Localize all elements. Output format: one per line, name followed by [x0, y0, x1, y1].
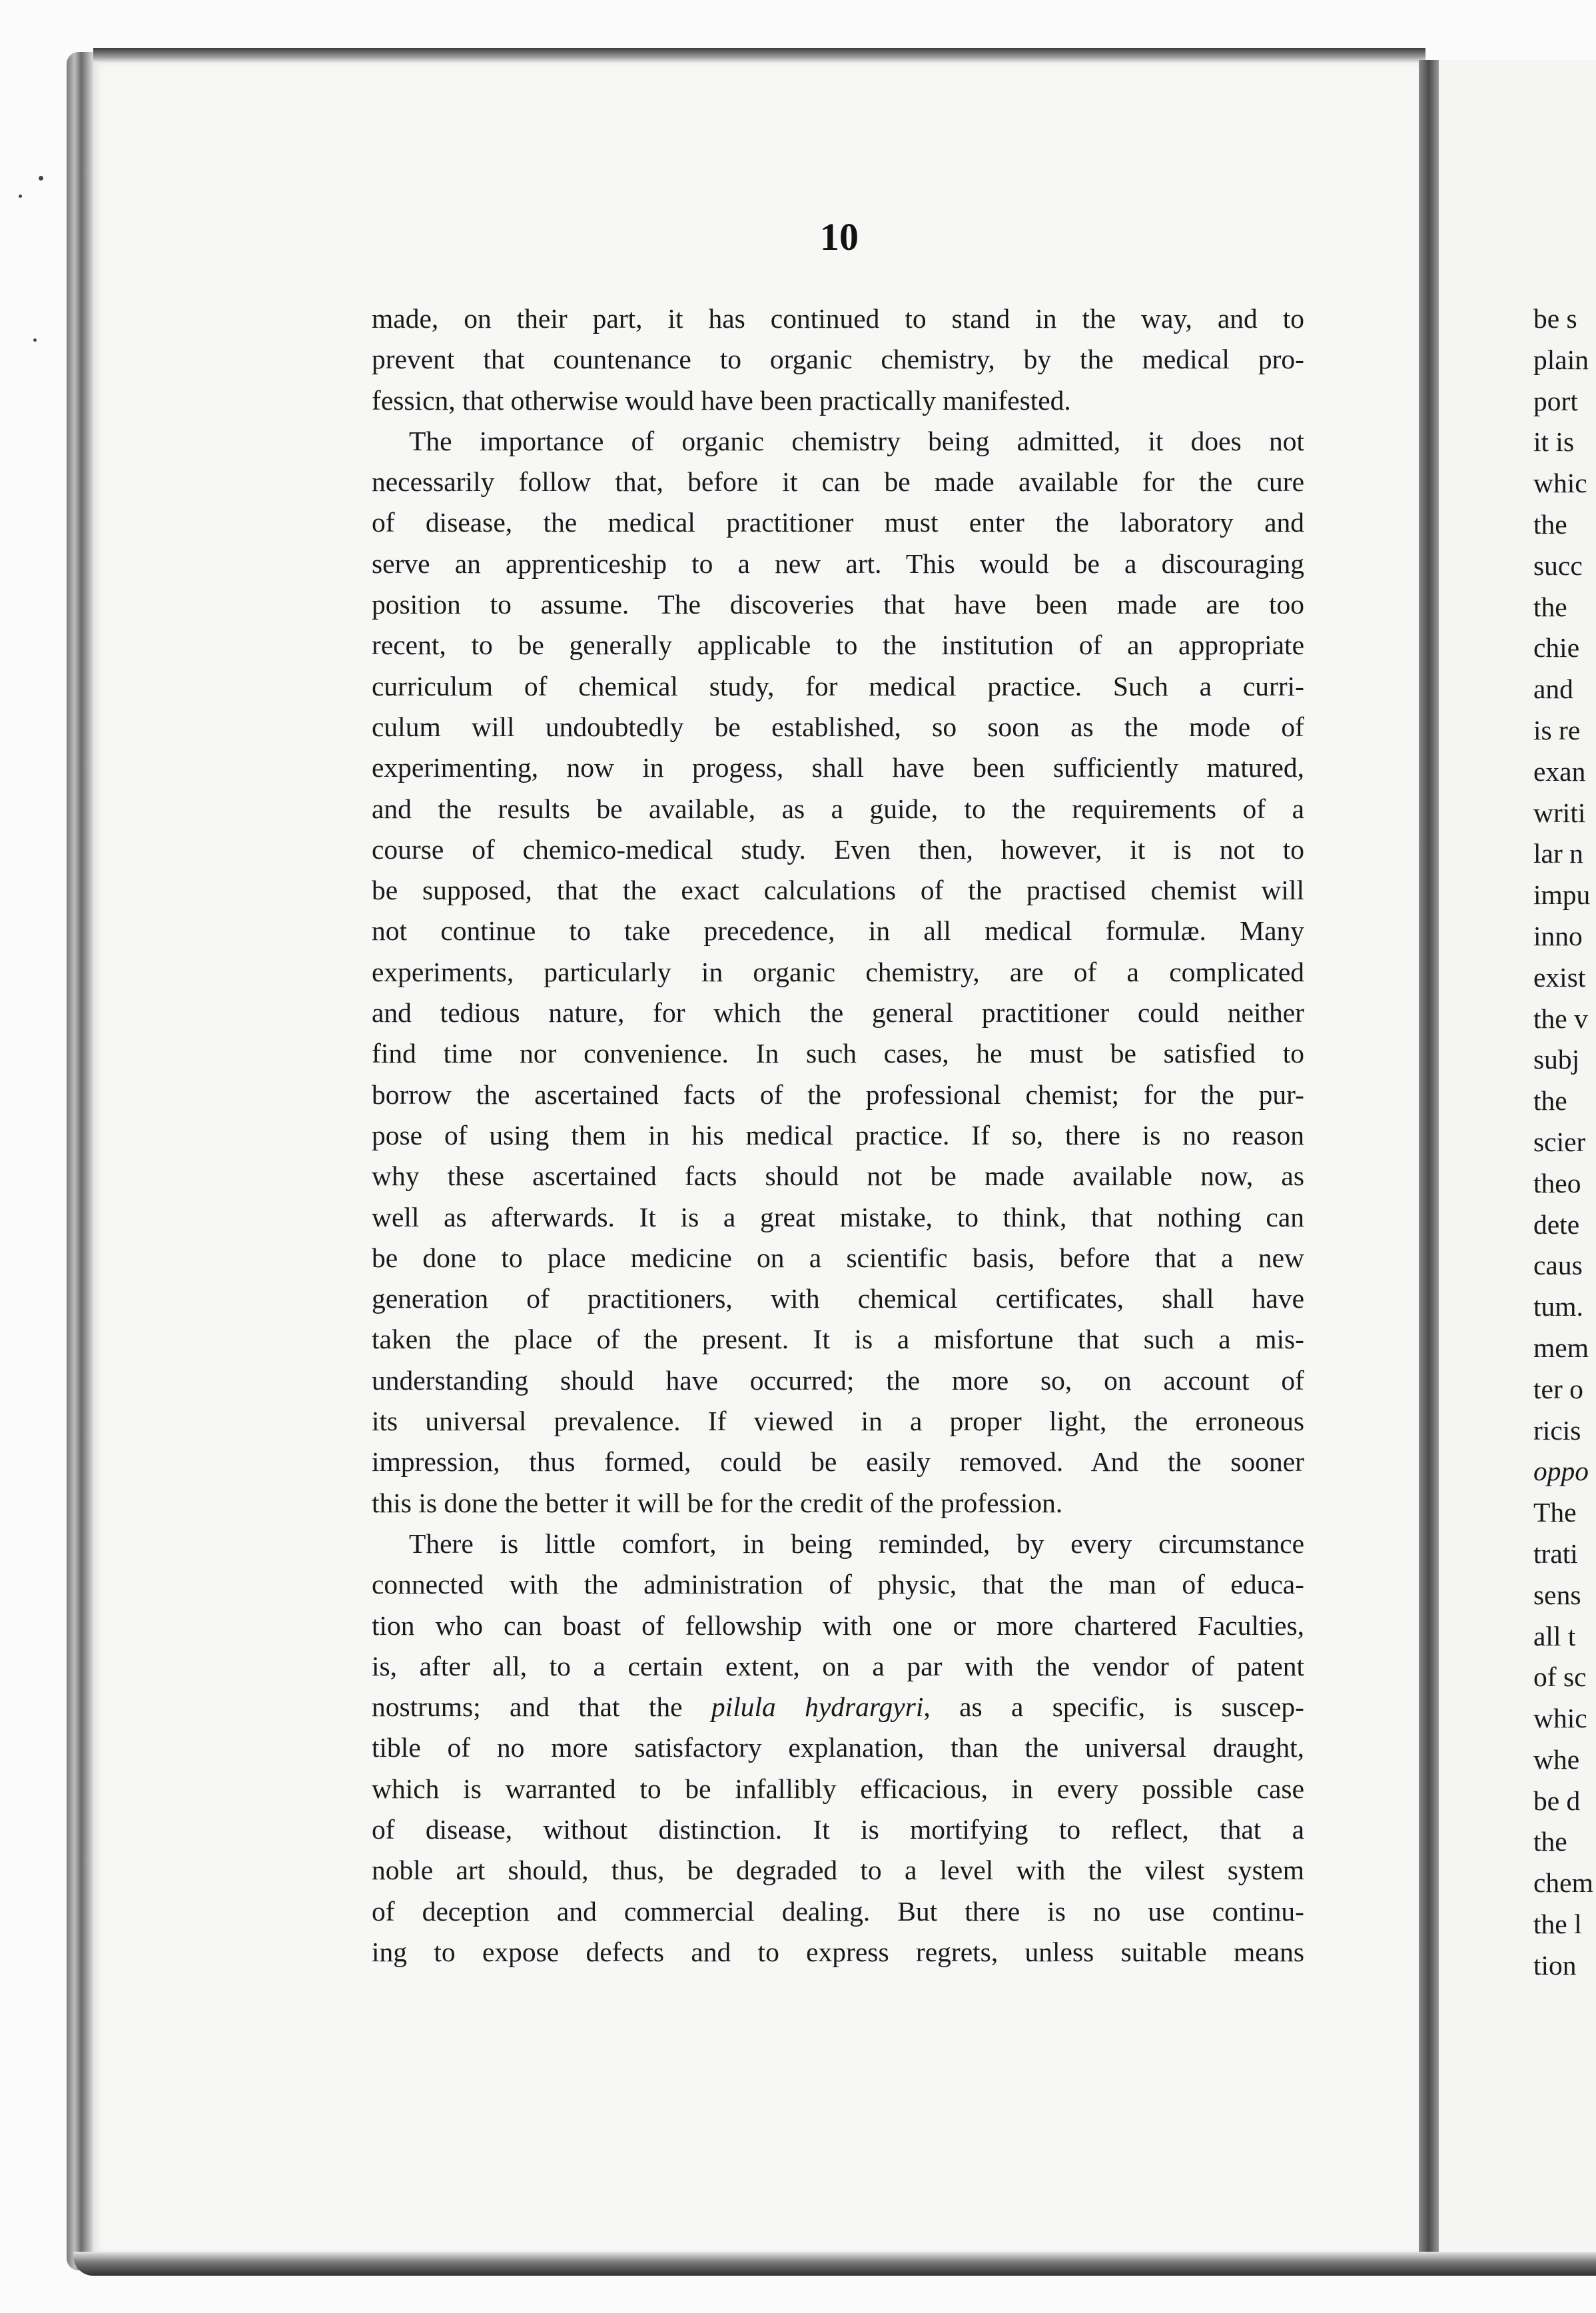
facing-text-line: the: [1533, 591, 1567, 622]
text-line: be supposed, that the exact calculations of the practised chemist will: [372, 875, 1304, 906]
book-bottom-edge: [73, 2252, 1596, 2276]
facing-text-line: oppo: [1533, 1456, 1589, 1487]
facing-text-line: port: [1533, 385, 1578, 416]
italic-term: pilula hydrargyri: [711, 1691, 924, 1723]
facing-text-line: is re: [1533, 714, 1581, 745]
text-line: understanding should have occurred; the more so, on account of: [372, 1364, 1304, 1396]
facing-text-line: tum.: [1533, 1291, 1583, 1322]
facing-text-line: exan: [1533, 755, 1586, 787]
text-line: why these ascertained facts should not be made available now, as: [372, 1160, 1304, 1192]
text-line: noble art should, thus, be degraded to a level with the vilest system: [372, 1855, 1304, 1886]
facing-text-line: it is: [1533, 426, 1575, 458]
facing-text-line: ricis: [1533, 1414, 1581, 1446]
facing-text-line: the l: [1533, 1909, 1582, 1940]
text-line: not continue to take precedence, in all medical formulæ. Many: [372, 915, 1304, 947]
text-line: position to assume. The discoveries that have been made are too: [372, 589, 1304, 620]
text-line: generation of practitioners, with chemical certificates, shall have: [372, 1283, 1304, 1314]
text-line: and the results be available, as a guide, to the requirements of a: [372, 793, 1304, 824]
facing-text-line: exist: [1533, 961, 1586, 993]
facing-text-line: scier: [1533, 1126, 1586, 1157]
facing-text-line: lar n: [1533, 838, 1583, 869]
facing-text-line: whe: [1533, 1743, 1580, 1775]
facing-text-line: ter o: [1533, 1373, 1583, 1404]
text-line: fessicn, that otherwise would have been practically manifested.: [372, 384, 1071, 416]
text-line: serve an apprenticeship to a new art. This would be a discouraging: [372, 548, 1304, 579]
text-line: ing to expose defects and to express regrets, unless suitable means: [372, 1936, 1304, 1967]
facing-text-line: chem: [1533, 1867, 1593, 1899]
text-line: its universal prevalence. If viewed in a proper light, the erroneous: [372, 1406, 1304, 1437]
text-line: experiments, particularly in organic chemistry, are of a complicated: [372, 956, 1304, 987]
facing-text-line: impu: [1533, 879, 1591, 911]
facing-text-line: dete: [1533, 1208, 1580, 1240]
text-line: made, on their part, it has continued to stand in the way, and to: [372, 303, 1304, 334]
text-line: borrow the ascertained facts of the professional chemist; for the pur-: [372, 1079, 1304, 1110]
text-line: tible of no more satisfactory explanation, than the universal draught,: [372, 1732, 1304, 1763]
facing-text-line: subj: [1533, 1044, 1580, 1075]
book-top-edge: [93, 48, 1425, 63]
text-line: well as afterwards. It is a great mistake, to think, that nothing can: [372, 1201, 1304, 1232]
text-line: pose of using them in his medical practice. If so, there is no reason: [372, 1119, 1304, 1151]
text-line: necessarily follow that, before it can be made available for the cure: [372, 466, 1304, 498]
text-line: is, after all, to a certain extent, on a par with the vendor of patent: [372, 1650, 1304, 1681]
text-line: experimenting, now in progess, shall have been sufficiently matured,: [372, 752, 1304, 783]
book-left-edge: [67, 52, 93, 2270]
facing-text-line: writi: [1533, 797, 1586, 828]
text-line: and tedious nature, for which the general practitioner could neither: [372, 997, 1304, 1029]
facing-text-line: whic: [1533, 468, 1587, 499]
text-line: be done to place medicine on a scientific basis, before that a new: [372, 1242, 1304, 1273]
text-line: of disease, the medical practitioner must enter the laboratory and: [372, 507, 1304, 538]
text-line: prevent that countenance to organic chemistry, by the medical pro-: [372, 344, 1304, 375]
facing-text-line: the: [1533, 1085, 1567, 1117]
facing-text-line: plain: [1533, 344, 1589, 375]
text-line: nostrums; and that the pilula hydrargyri, as a specific, is suscep-: [372, 1691, 1305, 1723]
body-text: [372, 298, 1304, 1973]
facing-text-line: be s: [1533, 303, 1577, 334]
book-gutter: [1419, 60, 1439, 2258]
ink-speck: [39, 176, 43, 181]
text-line: which is warranted to be infallibly efficacious, in every possible case: [372, 1773, 1304, 1804]
facing-text-line: succ: [1533, 550, 1583, 581]
facing-text-line: be d: [1533, 1785, 1581, 1816]
facing-page-text: [1533, 298, 1596, 1987]
text-line: taken the place of the present. It is a misfortune that such a mis-: [372, 1324, 1304, 1355]
page-number: 10: [820, 215, 859, 258]
facing-text-line: of sc: [1533, 1661, 1587, 1693]
text-line: this is done the better it will be for the credit of the profession.: [372, 1487, 1063, 1518]
facing-text-line: whic: [1533, 1703, 1587, 1734]
facing-text-line: the v: [1533, 1003, 1588, 1034]
facing-text-line: all t: [1533, 1620, 1576, 1651]
facing-text-line: inno: [1533, 920, 1583, 951]
facing-text-line: The: [1533, 1497, 1577, 1528]
ink-speck: [19, 195, 22, 198]
text-line: There is little comfort, in being reminded, by every circumstance: [409, 1528, 1304, 1559]
facing-text-line: sens: [1533, 1579, 1581, 1610]
text-line: culum will undoubtedly be established, so soon as the mode of: [372, 711, 1304, 742]
text-line: of deception and commercial dealing. But there is no use continu-: [372, 1895, 1304, 1927]
text-line: tion who can boast of fellowship with one or more chartered Faculties,: [372, 1610, 1304, 1641]
text-line: impression, thus formed, could be easily removed. And the sooner: [372, 1446, 1304, 1478]
text-line: find time nor convenience. In such cases, he must be satisfied to: [372, 1038, 1304, 1069]
ink-speck: [33, 338, 37, 342]
facing-text-line: theo: [1533, 1167, 1581, 1198]
text-line: of disease, without distinction. It is mortifying to reflect, that a: [372, 1813, 1304, 1845]
facing-text-line: chie: [1533, 632, 1580, 664]
facing-text-line: tion: [1533, 1949, 1577, 1981]
facing-text-line: caus: [1533, 1250, 1583, 1281]
text-line: connected with the administration of physic, that the man of educa-: [372, 1569, 1304, 1600]
facing-text-line: trati: [1533, 1538, 1578, 1569]
facing-text-line: the: [1533, 1826, 1567, 1857]
text-line: recent, to be generally applicable to the institution of an appropriate: [372, 630, 1304, 661]
facing-text-line: mem: [1533, 1332, 1589, 1363]
facing-text-line: and: [1533, 674, 1573, 705]
facing-text-line: the: [1533, 508, 1567, 540]
text-line: curriculum of chemical study, for medical practice. Such a curri-: [372, 670, 1304, 701]
text-line: course of chemico-medical study. Even then, however, it is not to: [372, 833, 1304, 865]
text-line: The importance of organic chemistry being admitted, it does not: [409, 425, 1304, 456]
